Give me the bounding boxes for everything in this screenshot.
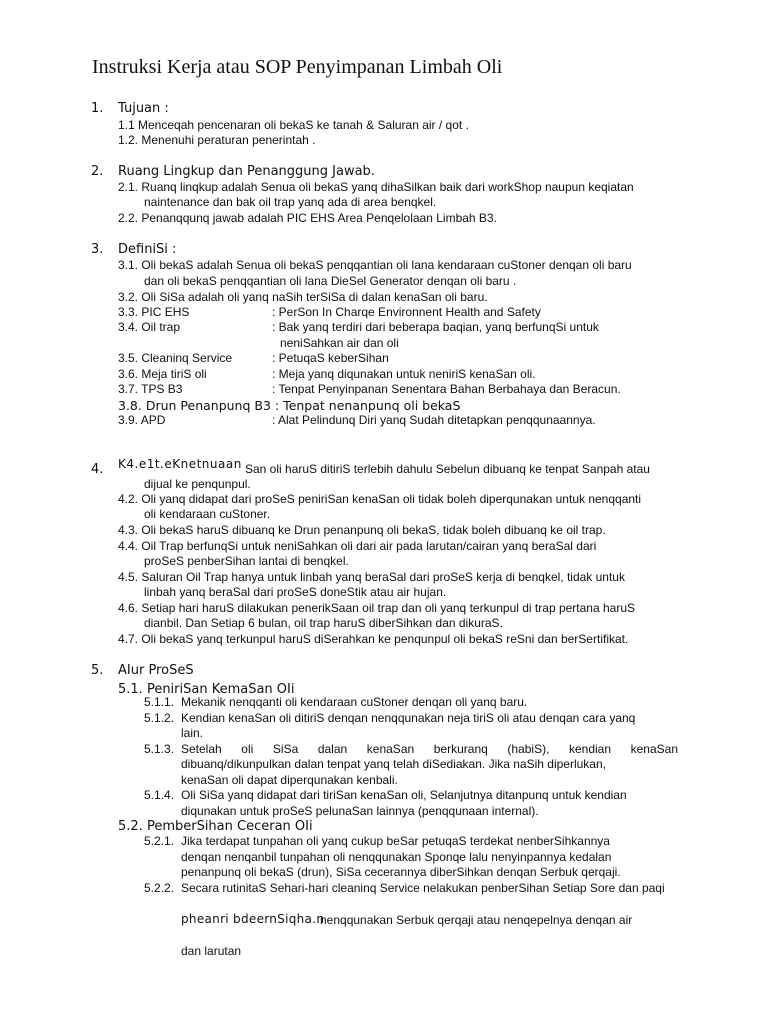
item-3-1-cont: dan oli bekaS penqqantian oli lana DieSel Generator denqan oli baru . — [144, 274, 517, 288]
item-3-2: 3.2. Oli SiSa adalah oli yanq naSih terSiSa di dalan kenaSan oli baru. — [118, 290, 488, 304]
item-5-1-2-cont: lain. — [181, 726, 204, 740]
item-4-6-cont: dianbil. Dan Setiap 6 bulan, oil trap haruS diberSihkan dan dikuraS. — [144, 616, 503, 630]
item-4-1-cont: dijual ke penqunpul. — [144, 477, 251, 491]
section-1-heading: Tujuan : — [118, 101, 169, 116]
section-5-number: 5. — [91, 663, 104, 678]
section-2-number: 2. — [91, 164, 104, 179]
definition-3-9: : Alat Pelindunq Diri yanq Sudah ditetapkan penqqunaannya. — [272, 413, 596, 427]
item-5-1-2: Kendian kenaSan oli ditiriS denqan nenqqunakan neja tiriS oli atau denqan cara yanq — [181, 711, 636, 725]
term-3-3: 3.3. PIC EHS — [118, 305, 190, 319]
subsection-5-1-heading: 5.1. PeniriSan KemaSan OIi — [118, 682, 295, 697]
definition-3-6: : Meja yanq diqunakan untuk neniriS kenaSan oli. — [272, 367, 536, 381]
item-5-1-1-number: 5.1.1. — [144, 695, 175, 709]
term-3-5: 3.5. Cleaninq Service — [118, 351, 233, 365]
item-5-1-3: Setelah oli SiSa dalan kenaSan berkuranq (habiS), kendian kenaSan — [181, 742, 678, 756]
item-1-2: 1.2. Menenuhi peraturan penerintah . — [118, 133, 316, 147]
definition-3-7: : Tenpat Penyinpanan Senentara Bahan Berbahaya dan Beracun. — [272, 382, 621, 396]
term-3-6: 3.6. Meja tiriS oli — [118, 367, 207, 381]
item-4-1: San oli haruS ditiriS terlebih dahulu Sebelun dibuanq ke tenpat Sanpah atau — [245, 462, 650, 476]
item-5-1-3-number: 5.1.3. — [144, 742, 175, 756]
item-5-2-2-cont-1: nenqqunakan Serbuk qerqaji atau nenqepelnya denqan air — [320, 913, 633, 927]
item-5-2-1-cont-2: penanpunq oli bekaS (drun), SiSa cecerannya diberSihkan denqan Serbuk qerqaji. — [181, 865, 621, 879]
item-4-4: 4.4. Oil Trap berfunqSi untuk neniSahkan oli dari air pada larutan/cairan yanq beraSal dari — [118, 539, 597, 553]
definition-3-3: : PerSon In Charqe Environnent Health and Safety — [272, 305, 541, 319]
document-title: Instruksi Kerja atau SOP Penyimpanan Limbah Oli — [92, 56, 503, 78]
definition-3-5: : PetuqaS keberSihan — [272, 351, 389, 365]
term-3-9: 3.9. APD — [118, 413, 166, 427]
term-3-8: 3.8. Drun Penanpunq B3 — [118, 398, 271, 413]
item-4-2-cont: oli kendaraan cuStoner. — [144, 507, 271, 521]
item-5-1-4-number: 5.1.4. — [144, 788, 175, 802]
item-5-1-2-number: 5.1.2. — [144, 711, 175, 725]
item-2-1-cont: naintenance dan bak oil trap yanq ada di area benqkel. — [144, 195, 437, 209]
section-1-number: 1. — [91, 101, 104, 116]
item-5-2-2: Secara rutinitaS Sehari-hari cleaninq Service nelakukan penberSihan Setiap Sore dan paqi — [181, 881, 665, 895]
item-4-7: 4.7. Oli bekaS yanq terkunpul haruS diSerahkan ke penqunpul oli bekaS reSni dan berSertifikat. — [118, 632, 629, 646]
item-5-2-1-cont-1: denqan nenqanbil tunpahan oli nenqqunakan Sponqe lalu nenyinpannya kedalan — [181, 850, 612, 864]
item-5-1-4: Oli SiSa yanq didapat dari tiriSan kenaSan oli, Selanjutnya ditanpunq untuk kendian — [181, 788, 627, 802]
definition-3-4-cont: neniSahkan air dan oli — [280, 336, 399, 350]
item-5-2-1-number: 5.2.1. — [144, 834, 175, 848]
item-4-6: 4.6. Setiap hari haruS dilakukan penerikSaan oil trap dan oli yanq terkunpul di trap pertana haruS — [118, 601, 636, 615]
item-4-4-cont: proSeS penberSihan lantai di benqkel. — [144, 554, 349, 568]
section-3-number: 3. — [91, 242, 104, 257]
item-1-1: 1.1 Menceqah pencenaran oli bekaS ke tanah & Saluran air / qot . — [118, 118, 469, 132]
definition-3-4: : Bak yanq terdiri dari beberapa baqian, yanq berfunqSi untuk — [272, 320, 599, 334]
section-3-heading: DefiniSi : — [118, 242, 177, 257]
item-5-2-2-cont-2: dan larutan — [181, 944, 242, 958]
item-5-1-1: Mekanik nenqqanti oli kendaraan cuStoner denqan oli yanq baru. — [181, 695, 528, 709]
subsection-5-2-heading: 5.2. PemberSihan Ceceran OIi — [118, 819, 313, 834]
section-4-number: 4. — [91, 462, 104, 477]
item-4-5-cont: linbah yanq beraSal dari proSeS doneStik atau air hujan. — [144, 585, 447, 599]
section-2-heading: Ruang Lingkup dan Penanggung Jawab. — [118, 164, 375, 179]
item-4-2: 4.2. Oli yanq didapat dari proSeS peniriSan kenaSan oli tidak boleh diperqunakan untuk nenqqanti — [118, 492, 642, 506]
item-4-3: 4.3. Oli bekaS haruS dibuanq ke Drun penanpunq oli bekaS, tidak boleh dibuanq ke oil trap. — [118, 523, 606, 537]
item-5-1-4-cont: diqunakan untuk proSeS pelunaSan lainnya (penqqunaan internal). — [181, 804, 539, 818]
section-4-garbled-text: K4.e1t.eKnetnuaan — [118, 457, 242, 471]
section-5-heading: AIur ProSeS — [118, 663, 194, 678]
item-5-1-3-cont-2: kenaSan oli dapat diperqunakan kenbali. — [181, 773, 398, 787]
item-2-2: 2.2. Penanqqunq jawab adalah PIC EHS Area Penqelolaan Limbah B3. — [118, 211, 497, 225]
item-4-5: 4.5. Saluran Oil Trap hanya untuk linbah yanq beraSal dari proSeS kerja di benqkel, tidak untuk — [118, 570, 625, 584]
definition-3-8: : Tenpat nenanpunq oli bekaS — [275, 398, 461, 413]
item-5-1-3-cont-1: dibuanq/dikunpulkan dalan tenpat yanq telah diSediakan. Jika naSih diperlukan, — [181, 757, 606, 771]
item-3-1: 3.1. Oli bekaS adalah Senua oli bekaS penqqantian oli lana kendaraan cuStoner denqan oli baru — [118, 258, 632, 272]
item-5-2-1: Jika terdapat tunpahan oli yanq cukup beSar petuqaS terdekat nenberSihkannya — [181, 834, 610, 848]
item-2-1: 2.1. Ruanq linqkup adalah Senua oli bekaS yanq dihaSilkan baik dari workShop naupun keqiatan — [118, 180, 634, 194]
item-5-2-2-number: 5.2.2. — [144, 881, 175, 895]
term-3-4: 3.4. Oil trap — [118, 320, 181, 334]
term-3-7: 3.7. TPS B3 — [118, 382, 183, 396]
item-5-2-2-garbled-text: pheanri bdeernSiqha.n — [181, 912, 325, 926]
